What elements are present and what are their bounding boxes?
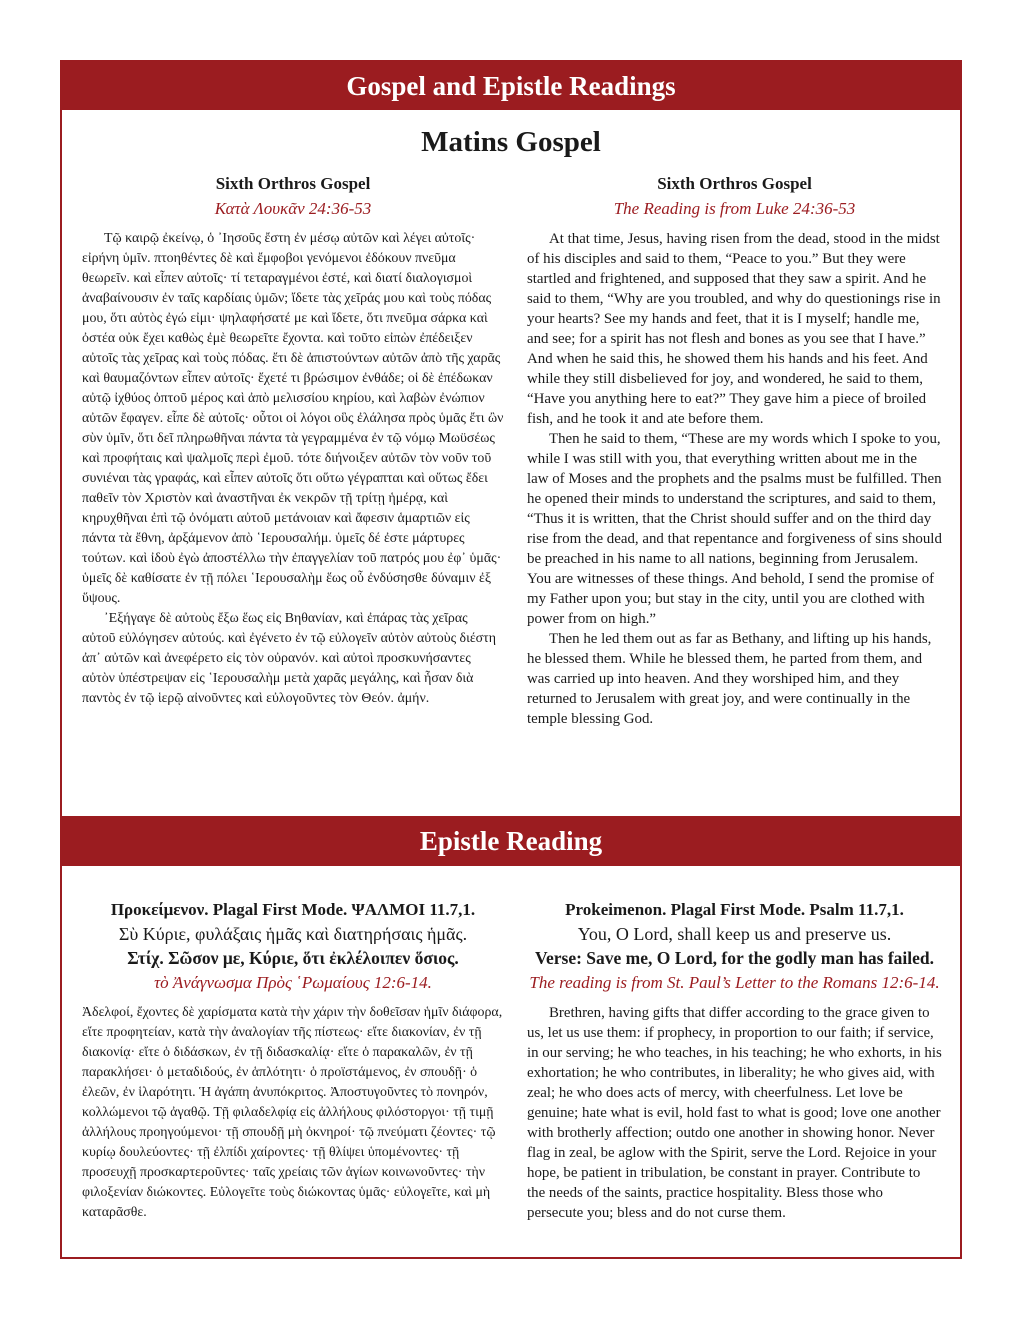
epistle-greek-prokeimenon: Προκείμενον. Plagal First Mode. ΨΑΛΜΟΙ 11.7,1. xyxy=(110,900,476,919)
epistle-title: Epistle Reading xyxy=(62,816,960,866)
epistle-greek-paragraph: Ἀδελφοί, ἔχοντες δὲ χαρίσματα κατὰ τὴν χάριν τὴν δοθεῖσαν ἡμῖν διάφορα, εἴτε προφητείαν, κατὰ τὴν ἀναλογίαν τῆς πίστεως· εἴτε διακονίαν, ἐν τῇ διακονίᾳ· εἴτε ὁ διδάσκων, ἐν τῇ διδασκαλίᾳ· εἴτε ὁ παρακαλῶν, ἐν τῇ παρακλήσει· ὁ μεταδιδούς, ἐν ἁπλότητι· ὁ προϊστάμενος, ἐν σπουδῇ· ὁ ἐλεῶν, ἐν ἱλαρότητι. Ἡ ἀγάπη ἀνυπόκριτος. Ἀποστυγοῦντες τὸ πονηρόν, κολλώμενοι τῷ ἀγαθῷ. Τῇ φιλαδελφίᾳ εἰς ἀλλήλους φιλόστοργοι· τῇ τιμῇ ἀλλήλους προηγούμενοι· τῇ σπουδῇ μὴ ὀκνηροί· τῷ πνεύματι ζέοντες· τῷ κυρίῳ δουλεύοντες· τῇ ἐλπίδι χαίροντες· τῇ θλίψει ὑπομένοντες· τῇ προσευχῇ προσκαρτεροῦντες· ταῖς χρείαις τῶν ἁγίων κοινωνοῦντες· τὴν φιλοξενίαν διώκοντες. Εὐλογεῖτε τοὺς διώκοντας ὑμᾶς· εὐλογεῖτε, καὶ μὴ καταρᾶσθε. xyxy=(82,1005,503,1220)
gospel-english-column xyxy=(527,172,942,729)
gospel-greek-heading: Sixth Orthros Gospel xyxy=(215,174,371,193)
epistle-greek-text xyxy=(82,1003,504,1223)
epistle-english-prokeimenon-text: You, O Lord, shall keep us and preserve us. xyxy=(577,924,892,944)
gospel-english-paragraph: Then he led them out as far as Bethany, and lifting up his hands, he blessed them. While he blessed them, he parted from them, and was carried up into heaven. And they worshiped him, and they returned to Jerusalem with great joy, and were continually in the temple blessing God. xyxy=(527,631,932,727)
epistle-english-reference: The reading is from St. Paul’s Letter to the Romans 12:6-14. xyxy=(529,973,940,992)
epistle-english-prokeimenon: Prokeimenon. Plagal First Mode. Psalm 11.7,1. xyxy=(565,900,904,919)
epistle-english-text xyxy=(527,1003,942,1223)
matins-gospel-title: Matins Gospel xyxy=(421,126,601,158)
epistle-greek-prokeimenon-text: Σὺ Κύριε, φυλάξαις ἡμᾶς καὶ διατηρήσαις ἡμᾶς. xyxy=(118,924,468,944)
epistle-english-column xyxy=(527,898,942,1223)
gospel-english-text xyxy=(527,229,942,729)
readings-frame xyxy=(60,60,962,1259)
gospel-greek-column xyxy=(82,172,504,709)
gospel-greek-reference: Κατὰ Λουκᾶν 24:36-53 xyxy=(214,199,372,218)
epistle-greek-verse: Στίχ. Σῶσον με, Κύριε, ὅτι ἐκλέλοιπεν ὅσιος. xyxy=(127,948,459,968)
gospel-greek-paragraph: Τῷ καιρῷ ἐκείνῳ, ὁ ᾿Ιησοῦς ἔστη ἐν μέσῳ αὐτῶν καὶ λέγει αὐτοῖς· εἰρήνη ὑμῖν. πτοηθέντες δὲ καὶ ἔμφοβοι γενόμενοι ἐδόκουν πνεῦμα θεωρεῖν. καὶ εἶπεν αὐτοῖς· τί τεταραγμένοι ἐστέ, καὶ διατί διαλογισμοὶ ἀναβαίνουσιν ἐν ταῖς καρδίαις ὑμῶν; ἴδετε τὰς χεῖράς μου καὶ τοὺς πόδας μου, ὅτι αὐτὸς ἐγώ εἰμι· ψηλαφήσατέ με καὶ ἴδετε, ὅτι πνεῦμα σάρκα καὶ ὀστέα οὐκ ἔχει καθὼς ἐμὲ θεωρεῖτε ἔχοντα. καὶ τοῦτο εἰπὼν ἐπέδειξεν αὐτοῖς τὰς χεῖρας καὶ τοὺς πόδας. ἔτι δὲ ἀπιστούντων αὐτῶν ἀπὸ τῆς χαρᾶς καὶ θαυμαζόντων εἶπεν αὐτοῖς· ἔχετέ τι βρώσιμον ἐνθάδε; οἱ δὲ ἐπέδωκαν αὐτῷ ἰχθύος ὀπτοῦ μέρος καὶ ἀπὸ μελισσίου κηρίου, καὶ λαβὼν ἐνώπιον αὐτῶν ἔφαγεν. εἶπε δὲ αὐτοῖς· οὗτοι οἱ λόγοι οὓς ἐλάλησα πρὸς ὑμᾶς ἔτι ὢν σὺν ὑμῖν, ὅτι δεῖ πληρωθῆναι πάντα τὰ γεγραμμένα ἐν τῷ νόμῳ Μωϋσέως καὶ προφήταις καὶ ψαλμοῖς περὶ ἐμοῦ. τότε διήνοιξεν αὐτῶν τὸν νοῦν τοῦ συνιέναι τὰς γραφάς, καὶ εἶπεν αὐτοῖς ὅτι οὕτω γέγραπται καὶ οὕτως ἔδει παθεῖν τὸν Χριστὸν καὶ ἀναστῆναι ἐκ νεκρῶν τῇ τρίτῃ ἡμέρᾳ, καὶ κηρυχθῆναι ἐπὶ τῷ ὀνόματι αὐτοῦ μετάνοιαν καὶ ἄφεσιν ἁμαρτιῶν εἰς πάντα τὰ ἔθνη, ἀρξάμενον ἀπὸ ῾Ιερουσαλήμ. ὑμεῖς δέ ἐστε μάρτυρες τούτων. καὶ ἰδοὺ ἐγὼ ἀποστέλλω τὴν ἐπαγγελίαν τοῦ πατρός μου ἐφ᾽ ὑμᾶς· ὑμεῖς δὲ καθίσατε ἐν τῇ πόλει ῾Ιερουσαλὴμ ἕως οὗ ἐνδύσησθε δύναμιν ἐξ ὕψους. xyxy=(82,231,504,606)
gospel-english-reference: The Reading is from Luke 24:36-53 xyxy=(613,199,856,218)
page-title: Gospel and Epistle Readings xyxy=(62,62,960,110)
epistle-greek-column xyxy=(82,898,504,1223)
epistle-english-verse: Verse: Save me, O Lord, for the godly man has failed. xyxy=(534,948,935,968)
gospel-greek-paragraph: ᾿Εξήγαγε δὲ αὐτοὺς ἔξω ἕως εἰς Βηθανίαν, καὶ ἐπάρας τὰς χεῖρας αὐτοῦ εὐλόγησεν αὐτούς. καὶ ἐγένετο ἐν τῷ εὐλογεῖν αὐτὸν αὐτοὺς διέστη ἀπ᾽ αὐτῶν καὶ ἀνεφέρετο εἰς τὸν οὐρανόν. καὶ αὐτοὶ προσκυνήσαντες αὐτὸν ὑπέστρεψαν εἰς ῾Ιερουσαλὴμ μετὰ χαρᾶς μεγάλης, καὶ ἦσαν διὰ παντὸς ἐν τῷ ἱερῷ αἰνοῦντες καὶ εὐλογοῦντες τὸν Θεόν. ἀμήν. xyxy=(82,611,497,706)
gospel-english-paragraph: At that time, Jesus, having risen from the dead, stood in the midst of his disciples and said to them, “Peace to you.” But they were startled and frightened, and supposed that they saw a spirit. And he said to them, “Why are you troubled, and why do questionings rise in your hearts? See my hands and feet, that it is I myself; handle me, and see; for a spirit has not flesh and bones as you see that I have.” And when he said this, he showed them his hands and his feet. And while they still disbelieved for joy, and wondered, he said to them, “Have you anything here to eat?” They gave him a piece of broiled fish, and he took it and ate before them. xyxy=(527,231,941,427)
gospel-english-heading: Sixth Orthros Gospel xyxy=(657,174,812,193)
gospel-greek-text xyxy=(82,229,504,709)
epistle-greek-reference: τὸ Ἀνάγνωσμα Πρὸς ῾Ρωμαίους 12:6-14. xyxy=(154,973,432,992)
gospel-english-paragraph: Then he said to them, “These are my words which I spoke to you, while I was still with you, that everything written about me in the law of Moses and the prophets and the psalms must be fulfilled. Then he opened their minds to understand the scriptures, and said to them, “Thus it is written, that the Christ should suffer and on the third day rise from the dead, and that repentance and forgiveness of sins should be preached in his name to all nations, beginning from Jerusalem. You are witnesses of these things. And behold, I send the promise of my Father upon you; but stay in the city, until you are clothed with power from on high.” xyxy=(527,431,942,627)
epistle-english-paragraph: Brethren, having gifts that differ according to the grace given to us, let us use them: if prophecy, in proportion to our faith; if service, in our serving; he who teaches, in his teaching; he who exhorts, in his exhortation; he who contributes, in liberality; he who gives aid, with zeal; he who does acts of mercy, with cheerfulness. Let love be genuine; hate what is evil, hold fast to what is good; love one another with brotherly affection; outdo one another in showing honor. Never flag in zeal, be aglow with the Spirit, serve the Lord. Rejoice in your hope, be patient in tribulation, be constant in prayer. Contribute to the needs of the saints, practice hospitality. Bless those who persecute you; bless and do not curse them. xyxy=(527,1005,942,1221)
